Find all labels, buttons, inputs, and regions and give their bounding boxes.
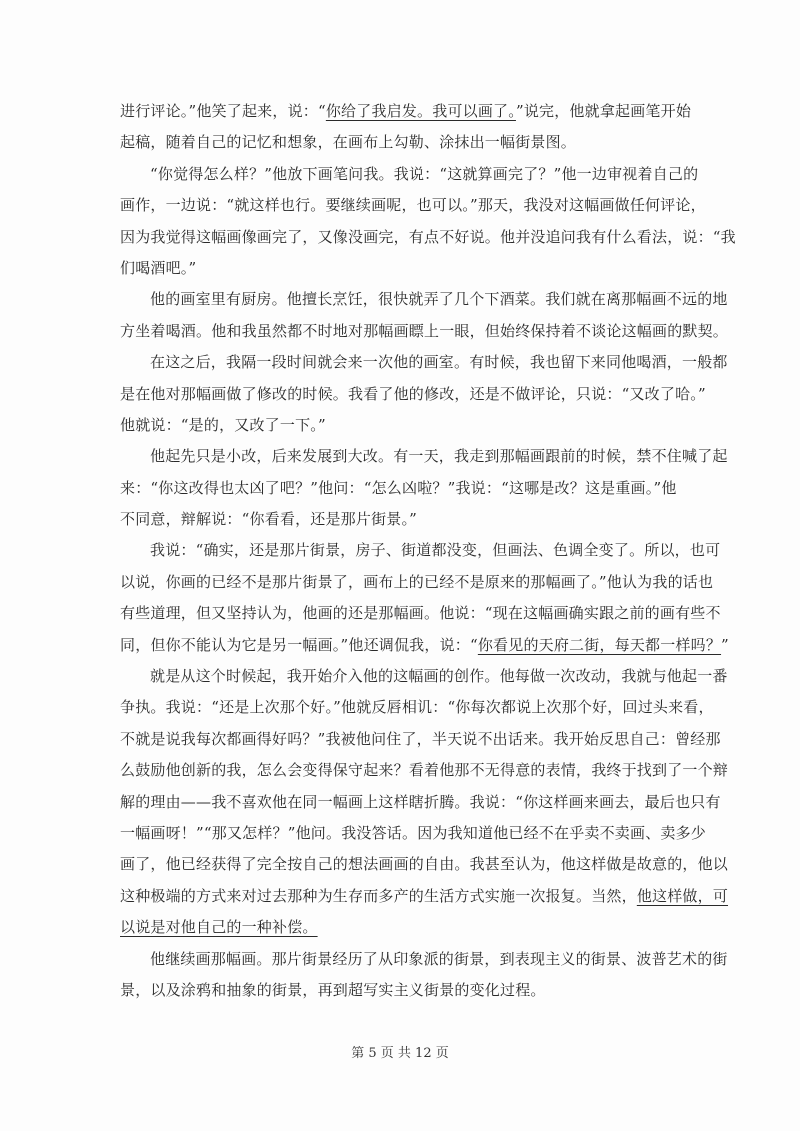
- text-line: [120, 692, 714, 723]
- text-run: 有些道理，但又坚持认为，他画的还是那幅画。他说：“现在这幅画确实跟之前的画有些不: [120, 604, 721, 623]
- text-line: [120, 535, 721, 566]
- text-line: [120, 661, 728, 692]
- text-run: 我说：“确实，还是那片街景，房子、街道都没变，但画法、色调全变了。所以，也可: [150, 541, 721, 560]
- article-body: [120, 96, 736, 1006]
- paragraph: [120, 284, 729, 347]
- text-line: [120, 567, 714, 598]
- text-run: 他起先只是小改，后来发展到大改。有一天，我走到那幅画跟前的时候，禁不住喊了起: [150, 447, 728, 466]
- text-run: 一幅画呀！”“那又怎样？”他问。我没答话。因为我知道他已经不在乎卖不卖画、卖多少: [120, 823, 707, 842]
- text-line: [120, 96, 692, 127]
- underlined-text: 你看见的天府二街，每天都一样吗？: [477, 635, 722, 654]
- text-line: [120, 410, 682, 441]
- text-run: 画作，一边说：“就这样也行。要继续画呢，也可以。”那天，我没对这幅画做任何评论，: [120, 196, 706, 215]
- paragraph: [120, 96, 692, 159]
- text-line: [120, 284, 728, 315]
- text-run: 这种极端的方式来对过去那种为生存而多产的生活方式实施一次报复。当然，: [120, 886, 637, 905]
- text-run: 进行评论。”他笑了起来，说：“: [120, 102, 326, 120]
- text-line: [120, 818, 707, 849]
- text-run: 因为我觉得这幅画像画完了，又像没画完，有点不好说。他并没追问我有什么看法，说：“我: [120, 227, 736, 246]
- text-run: 就是从这个时候起，我开始介入他的这幅画的创作。他每做一次改动，我就与他起一番: [150, 667, 728, 686]
- text-line: [120, 787, 721, 818]
- text-line: [120, 944, 728, 975]
- text-run: 争执。我说：“还是上次那个好。”他就反唇相讥：“你每次都说上次那个好，回过头来看，: [120, 698, 714, 717]
- text-run: 方坐着喝酒。他和我虽然都不时地对那幅画瞟上一眼，但始终保持着不谈论这幅画的默契。: [120, 321, 729, 340]
- page-footer: 第 5 页 共 12 页: [351, 1046, 449, 1061]
- text-run: 在这之后，我隔一段时间就会来一次他的画室。有时候，我也留下来同他喝酒，一般都: [150, 353, 728, 372]
- text-line: [120, 253, 682, 284]
- text-line: [120, 316, 729, 347]
- text-run: 他的画室里有厨房。他擅长烹饪，很快就弄了几个下酒菜。我们就在离那幅画不远的地: [150, 290, 728, 309]
- text-line: [120, 849, 729, 880]
- paragraph: [120, 347, 728, 441]
- text-line: [120, 975, 682, 1006]
- underlined-text: 以说是对他自己的一种补偿。: [120, 918, 318, 937]
- text-line: [120, 504, 682, 535]
- text-run: 画了，他已经获得了完全按自己的想法画画的自由。我甚至认为，他这样做是故意的，他以: [120, 855, 729, 874]
- text-run: 景，以及涂鸦和抽象的街景，再到超写实主义街景的变化过程。: [120, 980, 546, 999]
- text-run: 他继续画那幅画。那片街景经历了从印象派的街景，到表现主义的街景、波普艺术的街: [150, 949, 728, 968]
- text-line: [120, 755, 729, 786]
- text-run: 起稿，随着自己的记忆和想象，在画布上勾勒、涂抹出一幅街景图。: [120, 133, 577, 152]
- paragraph: [120, 944, 728, 1007]
- text-line: [120, 347, 728, 378]
- text-run: 同，但你不能认为它是另一幅画。”他还调侃我，说：“: [120, 635, 478, 654]
- text-run: ”说完，他就拿起画笔开始: [515, 102, 692, 120]
- text-run: 们喝酒吧。”: [120, 258, 197, 277]
- text-run: 他就说：“是的，又改了一下。”: [120, 415, 326, 434]
- text-line: [120, 912, 682, 943]
- text-run: 解的理由——我不喜欢他在同一幅画上这样瞎折腾。我说：“你这样画来画去，最后也只有: [120, 792, 721, 811]
- text-line: [120, 441, 728, 472]
- underlined-text: 他这样做，可: [636, 886, 729, 905]
- text-run: 以说，你画的已经不是那片街景了，画布上的已经不是原来的那幅画了。”他认为我的话也: [120, 572, 714, 591]
- underlined-text: 你给了我启发。我可以画了。: [325, 102, 516, 120]
- text-line: [120, 598, 721, 629]
- text-run: 是在他对那幅画做了修改的时候。我看了他的修改，还是不做评论，只说：“又改了哈。”: [120, 384, 706, 403]
- paragraph: [120, 661, 729, 944]
- paragraph: [120, 441, 728, 535]
- text-run: ”: [721, 635, 729, 654]
- paragraph: [120, 535, 729, 661]
- text-line: [120, 724, 721, 755]
- text-line: [120, 881, 729, 912]
- text-line: [120, 190, 706, 221]
- text-run: 么鼓励他创新的我，怎么会变得保守起来？看着他那不无得意的表情，我终于找到了一个辩: [120, 761, 729, 780]
- text-line: [120, 159, 699, 190]
- text-line: [120, 473, 682, 504]
- text-run: “你觉得怎么样？”他放下画笔问我。我说：“这就算画完了？”他一边审视着自己的: [150, 164, 699, 183]
- text-run: 不同意，辩解说：“你看看，还是那片街景。”: [120, 510, 418, 529]
- text-line: [120, 630, 729, 661]
- text-run: 来：“你这改得也太凶了吧？”他问：“怎么凶啦？”我说：“这哪是改？这是重画。”他: [120, 478, 677, 497]
- text-run: 不就是说我每次都画得好吗？”我被他问住了，半天说不出话来。我开始反思自己：曾经那: [120, 729, 721, 748]
- text-line: [120, 222, 736, 253]
- text-line: [120, 127, 682, 158]
- paragraph: [120, 159, 736, 285]
- text-line: [120, 379, 706, 410]
